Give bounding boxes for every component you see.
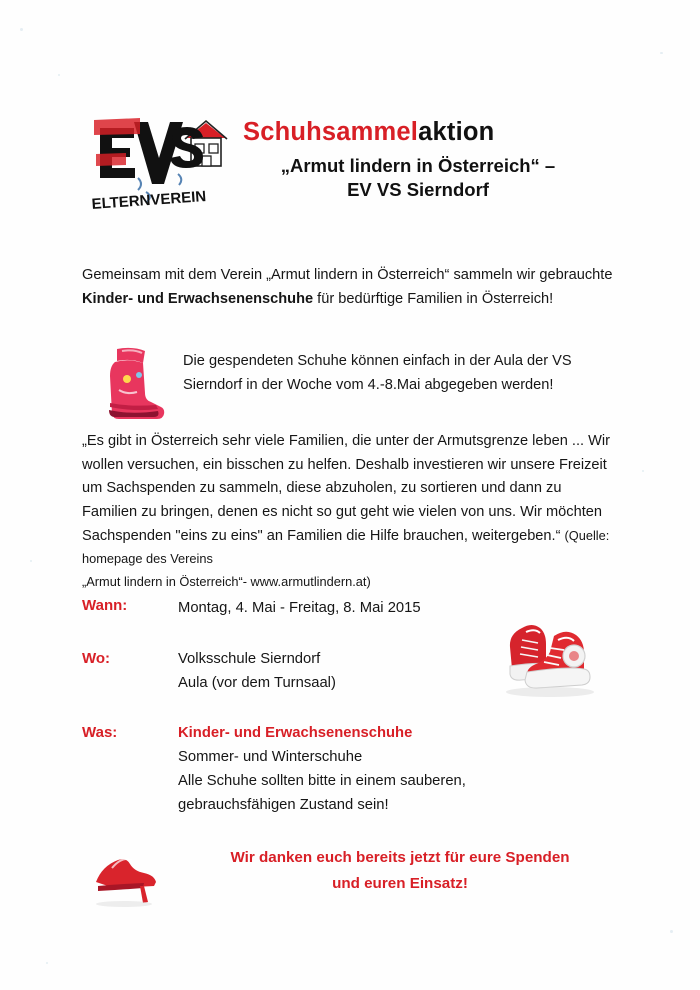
label-wann-colon: : bbox=[122, 597, 128, 614]
intro-bold-shoes: Kinder- und Erwachsenenschuhe bbox=[82, 290, 314, 307]
red-sneakers-photo bbox=[470, 610, 600, 700]
scan-speckle bbox=[58, 74, 60, 76]
label-was: Was: bbox=[82, 724, 118, 741]
thanks-message bbox=[200, 845, 600, 897]
scan-speckle bbox=[20, 28, 23, 31]
ev-vs-sierndorf-logo bbox=[82, 108, 232, 220]
title-block bbox=[243, 118, 663, 203]
poster-subtitle-line1: „Armut lindern in Österreich“ – bbox=[280, 154, 556, 176]
poster-header bbox=[0, 100, 700, 230]
poster-title bbox=[243, 118, 663, 147]
intro-part3: für bedürftige Familien in Österreich! bbox=[313, 290, 554, 307]
label-wo: Wo: bbox=[82, 650, 111, 667]
label-wann-text: Wann bbox=[82, 597, 123, 614]
quote-paragraph bbox=[82, 430, 614, 593]
poster-title-rest: aktion bbox=[418, 118, 495, 146]
poster-subtitle bbox=[243, 154, 593, 204]
intro-part1: Gemeinsam mit dem Verein „Armut lindern in Österreich“ bbox=[82, 267, 454, 283]
value-was-line1: Sommer- und Winterschuhe bbox=[178, 748, 363, 765]
quote-source-1: (Quelle: homepage des Vereins bbox=[82, 527, 610, 567]
value-wo-line2: Aula (vor dem Turnsaal) bbox=[178, 674, 336, 691]
red-high-heels-icon bbox=[88, 838, 168, 908]
value-wann bbox=[178, 597, 508, 621]
intro-part2: sammeln wir gebrauchte bbox=[453, 267, 613, 283]
value-was-line2: Alle Schuhe sollten bitte in einem sauberen, bbox=[178, 772, 466, 789]
svg-text:ELTERNVEREIN: ELTERNVEREIN bbox=[91, 188, 207, 213]
scan-speckle bbox=[660, 52, 663, 54]
poster-title-accent: Schuhsammel bbox=[243, 118, 419, 146]
scan-speckle bbox=[670, 930, 673, 933]
dropoff-paragraph: Die gespendeten Schuhe können einfach in der Aula der VS Sierndorf in der Woche vom 4.-8.Mai abgegeben werden! bbox=[183, 353, 572, 393]
label-wann bbox=[82, 597, 127, 614]
value-wo-line1: Volksschule Sierndorf bbox=[178, 651, 321, 667]
pink-rubber-boot-icon bbox=[95, 345, 167, 420]
value-wann-line1: Montag, 4. Mai - Freitag, 8. Mai 2015 bbox=[178, 600, 421, 616]
thanks-line1: Wir danken euch bereits jetzt für eure Spenden bbox=[230, 849, 570, 866]
quote-source-2: „Armut lindern in Österreich“- www.armutlindern.at) bbox=[82, 573, 371, 589]
value-was-highlight: Kinder- und Erwachsenenschuhe bbox=[178, 725, 413, 741]
scan-speckle bbox=[642, 470, 644, 472]
value-was bbox=[178, 722, 578, 818]
quote-text: „Es gibt in Österreich sehr viele Familien, die unter der Armutsgrenze leben ... Wir wollen versuchen, ein bisschen zu helfen. Deshalb investieren wir unsere Freizeit um Sachspenden zu sammeln, diese abzuholen, zu sortieren und dann zu Familien zu bringen, denen es nicht so gut geht wie vielen von uns. Wir möchten Sachspenden "eins zu eins" an Familien die Hilfe brauchen, weitergeben.“ bbox=[82, 433, 611, 544]
scan-speckle bbox=[30, 560, 32, 562]
value-was-line3: gebrauchsfähigen Zustand sein! bbox=[178, 796, 389, 813]
scan-speckle bbox=[46, 962, 48, 964]
thanks-line2: und euren Einsatz! bbox=[332, 874, 468, 892]
poster-subtitle-line2: EV VS Sierndorf bbox=[347, 179, 489, 201]
intro-paragraph bbox=[82, 264, 617, 311]
value-wo bbox=[178, 648, 478, 696]
